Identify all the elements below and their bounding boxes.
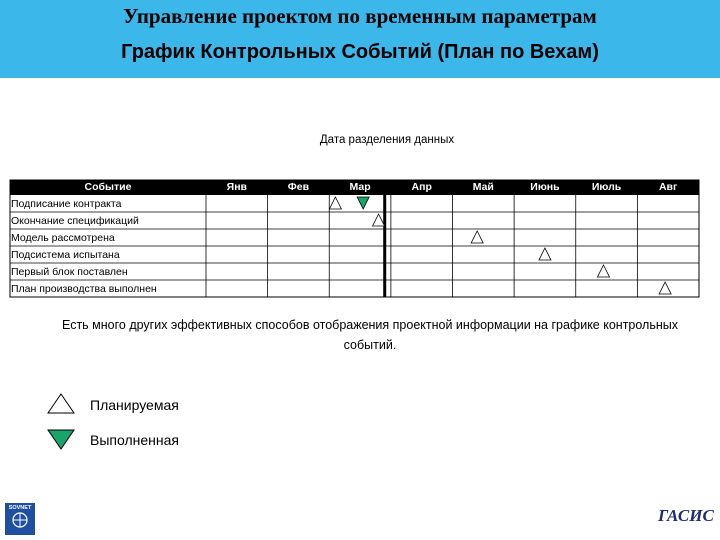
planned-milestone-marker <box>539 248 551 260</box>
planned-milestone-marker <box>373 214 385 226</box>
completed-milestone-marker <box>357 197 369 209</box>
month-header: Мар <box>349 181 371 193</box>
month-header: Май <box>472 181 494 193</box>
month-header: Фев <box>287 181 310 193</box>
page-subtitle: График Контрольных Событий (План по Вехам) <box>121 41 599 63</box>
planned-milestone-marker <box>471 231 483 243</box>
data-date-label: Дата разделения данных <box>319 134 455 146</box>
page-title: Управление проектом по временным параметрам <box>123 4 597 28</box>
month-header: Июнь <box>530 181 560 193</box>
month-header: Янв <box>226 181 247 193</box>
planned-milestone-marker <box>659 282 671 294</box>
gasis-logo: ГАСИС <box>658 506 714 525</box>
planned-milestone-marker <box>597 265 609 277</box>
event-label: Подписание контракта <box>11 197 122 210</box>
month-header: Апр <box>411 181 432 193</box>
event-label: Подсистема испытана <box>11 248 120 261</box>
event-label: Первый блок поставлен <box>11 265 128 278</box>
legend-completed-icon <box>46 428 76 450</box>
month-header: Июль <box>591 181 622 193</box>
legend-planned-label: Планируемая <box>90 397 179 413</box>
sovnet-logo-text: SOVNET <box>8 505 32 511</box>
note-text: Есть много других эффективных способов отображения проектной информации на графике контрольных событий. <box>62 318 678 352</box>
legend-planned-icon <box>46 393 76 415</box>
legend-completed-label: Выполненная <box>90 432 179 448</box>
month-header: Авг <box>658 181 678 193</box>
event-column-header: Событие <box>84 181 132 193</box>
event-label: План производства выполнен <box>11 282 157 295</box>
event-label: Модель рассмотрена <box>11 231 115 244</box>
planned-milestone-marker <box>329 197 341 209</box>
event-label: Окончание спецификаций <box>11 214 139 227</box>
sovnet-logo <box>5 503 35 535</box>
